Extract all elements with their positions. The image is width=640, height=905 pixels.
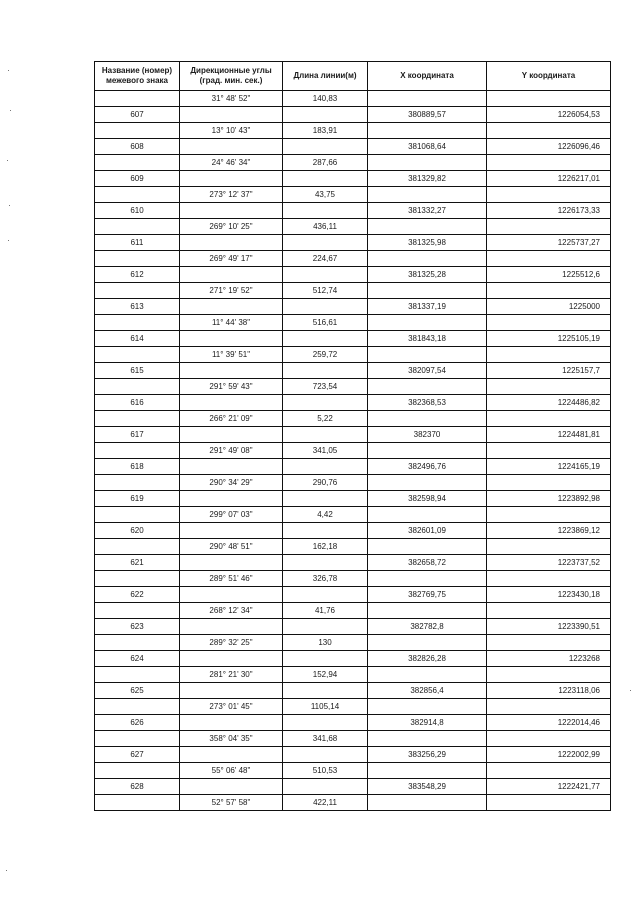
cell-x-coordinate: 382496,76 (368, 459, 487, 475)
cell-x-coordinate (368, 411, 487, 427)
cell-direction-angle: 299° 07' 03" (180, 507, 283, 523)
cell-marker-name (95, 347, 180, 363)
cell-line-length: 183,91 (283, 123, 368, 139)
header-line-length: Длина линии(м) (283, 62, 368, 91)
table-row (95, 187, 611, 203)
scan-speck (630, 690, 631, 691)
cell-x-coordinate: 381329,82 (368, 171, 487, 187)
cell-x-coordinate (368, 91, 487, 107)
cell-direction-angle: 281° 21' 30" (180, 667, 283, 683)
cell-line-length: 341,68 (283, 731, 368, 747)
table-row (95, 315, 611, 331)
cell-x-coordinate (368, 699, 487, 715)
cell-direction-angle (180, 363, 283, 379)
table-row (95, 171, 611, 187)
cell-marker-name (95, 443, 180, 459)
cell-y-coordinate (487, 475, 611, 491)
cell-marker-name (95, 795, 180, 811)
cell-y-coordinate: 1222014,46 (487, 715, 611, 731)
cell-marker-name: 628 (95, 779, 180, 795)
cell-y-coordinate: 1225105,19 (487, 331, 611, 347)
cell-direction-angle: 291° 59' 43" (180, 379, 283, 395)
cell-direction-angle (180, 555, 283, 571)
cell-direction-angle (180, 747, 283, 763)
cell-line-length: 224,67 (283, 251, 368, 267)
scan-speck (10, 110, 11, 111)
cell-y-coordinate (487, 731, 611, 747)
cell-direction-angle: 11° 44' 38" (180, 315, 283, 331)
cell-y-coordinate: 1226096,46 (487, 139, 611, 155)
table-row (95, 459, 611, 475)
table-row (95, 155, 611, 171)
cell-x-coordinate: 382601,09 (368, 523, 487, 539)
cell-marker-name: 618 (95, 459, 180, 475)
cell-line-length (283, 587, 368, 603)
cell-x-coordinate (368, 667, 487, 683)
table-row (95, 299, 611, 315)
cell-line-length: 4,42 (283, 507, 368, 523)
cell-y-coordinate (487, 699, 611, 715)
cell-direction-angle (180, 587, 283, 603)
cell-direction-angle: 290° 34' 29" (180, 475, 283, 491)
cell-direction-angle: 31° 48' 52" (180, 91, 283, 107)
cell-direction-angle: 268° 12' 34" (180, 603, 283, 619)
cell-marker-name: 622 (95, 587, 180, 603)
cell-line-length: 510,53 (283, 763, 368, 779)
cell-line-length: 512,74 (283, 283, 368, 299)
cell-line-length: 41,76 (283, 603, 368, 619)
cell-marker-name: 623 (95, 619, 180, 635)
table-row (95, 395, 611, 411)
cell-line-length (283, 683, 368, 699)
cell-line-length: 326,78 (283, 571, 368, 587)
cell-direction-angle: 55° 06' 48" (180, 763, 283, 779)
cell-x-coordinate (368, 635, 487, 651)
table-row (95, 139, 611, 155)
table-row (95, 683, 611, 699)
cell-line-length: 516,61 (283, 315, 368, 331)
cell-line-length (283, 331, 368, 347)
cell-line-length (283, 267, 368, 283)
table-row (95, 555, 611, 571)
cell-y-coordinate (487, 507, 611, 523)
cell-marker-name: 621 (95, 555, 180, 571)
cell-x-coordinate: 381337,19 (368, 299, 487, 315)
cell-line-length (283, 523, 368, 539)
table-row (95, 123, 611, 139)
table-row (95, 107, 611, 123)
cell-line-length: 422,11 (283, 795, 368, 811)
cell-direction-angle: 266° 21' 09" (180, 411, 283, 427)
table-row (95, 715, 611, 731)
cell-x-coordinate: 382782,8 (368, 619, 487, 635)
cell-y-coordinate: 1225157,7 (487, 363, 611, 379)
cell-x-coordinate: 381332,27 (368, 203, 487, 219)
cell-marker-name (95, 187, 180, 203)
cell-marker-name (95, 731, 180, 747)
cell-line-length (283, 235, 368, 251)
cell-line-length (283, 555, 368, 571)
table-row (95, 667, 611, 683)
table-row (95, 747, 611, 763)
cell-direction-angle (180, 107, 283, 123)
cell-x-coordinate (368, 123, 487, 139)
cell-direction-angle: 269° 10' 25" (180, 219, 283, 235)
table-row (95, 235, 611, 251)
cell-direction-angle: 358° 04' 35" (180, 731, 283, 747)
cell-y-coordinate: 1223268 (487, 651, 611, 667)
cell-x-coordinate (368, 475, 487, 491)
cell-y-coordinate (487, 603, 611, 619)
cell-y-coordinate (487, 187, 611, 203)
table-row (95, 763, 611, 779)
cell-direction-angle: 289° 51' 46" (180, 571, 283, 587)
cell-line-length: 152,94 (283, 667, 368, 683)
cell-x-coordinate: 382368,53 (368, 395, 487, 411)
cell-x-coordinate: 382856,4 (368, 683, 487, 699)
cell-y-coordinate (487, 795, 611, 811)
cell-marker-name (95, 411, 180, 427)
cell-line-length: 259,72 (283, 347, 368, 363)
cell-line-length: 436,11 (283, 219, 368, 235)
scan-speck (8, 70, 9, 71)
cell-direction-angle (180, 395, 283, 411)
cell-direction-angle: 273° 01' 45" (180, 699, 283, 715)
cell-line-length (283, 395, 368, 411)
cell-marker-name: 607 (95, 107, 180, 123)
cell-line-length: 130 (283, 635, 368, 651)
cell-marker-name: 620 (95, 523, 180, 539)
cell-line-length: 287,66 (283, 155, 368, 171)
cell-direction-angle: 13° 10' 43" (180, 123, 283, 139)
table-row (95, 331, 611, 347)
cell-line-length (283, 715, 368, 731)
cell-direction-angle (180, 427, 283, 443)
cell-marker-name (95, 251, 180, 267)
table-row (95, 475, 611, 491)
header-marker-name: Название (номер) межевого знака (95, 62, 180, 91)
cell-x-coordinate (368, 155, 487, 171)
cell-x-coordinate: 382370 (368, 427, 487, 443)
cell-direction-angle (180, 235, 283, 251)
cell-x-coordinate (368, 731, 487, 747)
table-row (95, 363, 611, 379)
table-row (95, 619, 611, 635)
cell-x-coordinate (368, 507, 487, 523)
cell-y-coordinate: 1222421,77 (487, 779, 611, 795)
cell-direction-angle: 52° 57' 58" (180, 795, 283, 811)
cell-y-coordinate: 1224165,19 (487, 459, 611, 475)
cell-marker-name (95, 475, 180, 491)
cell-line-length (283, 619, 368, 635)
cell-direction-angle (180, 715, 283, 731)
table-row (95, 571, 611, 587)
cell-x-coordinate: 382097,54 (368, 363, 487, 379)
cell-line-length (283, 139, 368, 155)
cell-line-length (283, 459, 368, 475)
cell-line-length: 162,18 (283, 539, 368, 555)
table-row (95, 523, 611, 539)
cell-y-coordinate (487, 155, 611, 171)
cell-line-length (283, 427, 368, 443)
cell-y-coordinate: 1226054,53 (487, 107, 611, 123)
cell-direction-angle (180, 491, 283, 507)
cell-x-coordinate: 381068,64 (368, 139, 487, 155)
cell-marker-name (95, 699, 180, 715)
cell-marker-name (95, 91, 180, 107)
cell-y-coordinate (487, 411, 611, 427)
table-row (95, 347, 611, 363)
cell-y-coordinate: 1223869,12 (487, 523, 611, 539)
cell-line-length (283, 779, 368, 795)
table-row (95, 635, 611, 651)
cell-direction-angle: 24° 46' 34" (180, 155, 283, 171)
table-row (95, 795, 611, 811)
cell-marker-name: 616 (95, 395, 180, 411)
cell-line-length: 5,22 (283, 411, 368, 427)
cell-x-coordinate (368, 443, 487, 459)
cell-direction-angle (180, 779, 283, 795)
cell-y-coordinate (487, 443, 611, 459)
cell-y-coordinate: 1223737,52 (487, 555, 611, 571)
cell-line-length (283, 491, 368, 507)
table-row (95, 283, 611, 299)
cell-marker-name (95, 155, 180, 171)
cell-y-coordinate: 1225737,27 (487, 235, 611, 251)
cell-direction-angle: 271° 19' 52" (180, 283, 283, 299)
scan-speck (6, 870, 7, 871)
cell-marker-name: 627 (95, 747, 180, 763)
table-header-row (95, 62, 611, 91)
cell-marker-name: 610 (95, 203, 180, 219)
cell-x-coordinate: 382769,75 (368, 587, 487, 603)
cell-x-coordinate (368, 379, 487, 395)
cell-y-coordinate: 1224486,82 (487, 395, 611, 411)
cell-x-coordinate (368, 347, 487, 363)
table-row (95, 219, 611, 235)
cell-x-coordinate: 381325,98 (368, 235, 487, 251)
cell-marker-name: 624 (95, 651, 180, 667)
cell-y-coordinate (487, 763, 611, 779)
cell-x-coordinate: 382598,94 (368, 491, 487, 507)
cell-direction-angle (180, 619, 283, 635)
cell-marker-name (95, 315, 180, 331)
cell-x-coordinate (368, 251, 487, 267)
cell-x-coordinate (368, 283, 487, 299)
cell-marker-name (95, 603, 180, 619)
table-row (95, 491, 611, 507)
cell-y-coordinate (487, 635, 611, 651)
cell-marker-name: 617 (95, 427, 180, 443)
cell-line-length (283, 299, 368, 315)
cell-marker-name: 615 (95, 363, 180, 379)
cell-direction-angle (180, 683, 283, 699)
cell-direction-angle: 289° 32' 25" (180, 635, 283, 651)
cell-marker-name: 609 (95, 171, 180, 187)
table-row (95, 379, 611, 395)
cell-x-coordinate (368, 571, 487, 587)
cell-marker-name: 612 (95, 267, 180, 283)
scan-speck (8, 240, 9, 241)
cell-marker-name: 626 (95, 715, 180, 731)
cell-x-coordinate (368, 603, 487, 619)
cell-line-length: 723,54 (283, 379, 368, 395)
cell-x-coordinate: 383548,29 (368, 779, 487, 795)
cell-marker-name: 611 (95, 235, 180, 251)
boundary-coordinates-table (94, 61, 611, 811)
cell-marker-name: 625 (95, 683, 180, 699)
table-row (95, 411, 611, 427)
table-row (95, 251, 611, 267)
scan-speck (9, 205, 10, 206)
cell-line-length: 290,76 (283, 475, 368, 491)
table-row (95, 539, 611, 555)
cell-marker-name: 619 (95, 491, 180, 507)
cell-direction-angle (180, 651, 283, 667)
cell-direction-angle (180, 171, 283, 187)
cell-y-coordinate (487, 347, 611, 363)
cell-x-coordinate: 382914,8 (368, 715, 487, 731)
cell-line-length (283, 171, 368, 187)
cell-line-length (283, 651, 368, 667)
cell-x-coordinate: 382658,72 (368, 555, 487, 571)
cell-direction-angle (180, 331, 283, 347)
header-x-coordinate: X координата (368, 62, 487, 91)
cell-marker-name (95, 379, 180, 395)
cell-x-coordinate: 383256,29 (368, 747, 487, 763)
cell-marker-name (95, 219, 180, 235)
cell-y-coordinate: 1223430,18 (487, 587, 611, 603)
cell-direction-angle: 273° 12' 37" (180, 187, 283, 203)
cell-direction-angle: 11° 39' 51" (180, 347, 283, 363)
table-row (95, 779, 611, 795)
cell-x-coordinate: 381843,18 (368, 331, 487, 347)
cell-y-coordinate: 1225512,6 (487, 267, 611, 283)
cell-marker-name (95, 539, 180, 555)
scan-speck (7, 160, 8, 161)
table-row (95, 507, 611, 523)
table-row (95, 699, 611, 715)
cell-y-coordinate (487, 539, 611, 555)
cell-direction-angle (180, 203, 283, 219)
cell-y-coordinate: 1225000 (487, 299, 611, 315)
cell-y-coordinate (487, 379, 611, 395)
table-row (95, 651, 611, 667)
cell-x-coordinate: 382826,28 (368, 651, 487, 667)
table-row (95, 443, 611, 459)
cell-direction-angle (180, 523, 283, 539)
cell-x-coordinate: 381325,28 (368, 267, 487, 283)
cell-line-length: 140,83 (283, 91, 368, 107)
cell-y-coordinate (487, 315, 611, 331)
cell-x-coordinate (368, 539, 487, 555)
cell-direction-angle: 269° 49' 17" (180, 251, 283, 267)
cell-direction-angle: 290° 48' 51" (180, 539, 283, 555)
header-y-coordinate: Y координата (487, 62, 611, 91)
cell-line-length: 43,75 (283, 187, 368, 203)
cell-marker-name (95, 283, 180, 299)
table-row (95, 587, 611, 603)
cell-y-coordinate: 1222002,99 (487, 747, 611, 763)
table-body (95, 91, 611, 811)
table-row (95, 731, 611, 747)
cell-marker-name: 614 (95, 331, 180, 347)
cell-y-coordinate: 1223390,51 (487, 619, 611, 635)
cell-direction-angle (180, 299, 283, 315)
table-row (95, 203, 611, 219)
cell-y-coordinate (487, 123, 611, 139)
cell-y-coordinate (487, 91, 611, 107)
cell-x-coordinate (368, 219, 487, 235)
table-row (95, 603, 611, 619)
cell-marker-name (95, 571, 180, 587)
cell-marker-name (95, 123, 180, 139)
cell-x-coordinate (368, 315, 487, 331)
cell-marker-name: 613 (95, 299, 180, 315)
cell-direction-angle (180, 459, 283, 475)
cell-line-length: 341,05 (283, 443, 368, 459)
cell-x-coordinate (368, 187, 487, 203)
cell-marker-name (95, 635, 180, 651)
cell-y-coordinate: 1226217,01 (487, 171, 611, 187)
cell-marker-name (95, 763, 180, 779)
cell-direction-angle: 291° 49' 08" (180, 443, 283, 459)
header-direction-angle: Дирекционные углы (град. мин. сек.) (180, 62, 283, 91)
table-row (95, 427, 611, 443)
cell-x-coordinate (368, 763, 487, 779)
table-row (95, 267, 611, 283)
cell-x-coordinate (368, 795, 487, 811)
cell-y-coordinate (487, 571, 611, 587)
cell-line-length: 1105,14 (283, 699, 368, 715)
cell-line-length (283, 203, 368, 219)
cell-line-length (283, 747, 368, 763)
cell-marker-name (95, 507, 180, 523)
cell-y-coordinate (487, 283, 611, 299)
cell-direction-angle (180, 139, 283, 155)
cell-y-coordinate (487, 251, 611, 267)
cell-line-length (283, 107, 368, 123)
cell-marker-name: 608 (95, 139, 180, 155)
cell-y-coordinate: 1226173,33 (487, 203, 611, 219)
cell-marker-name (95, 667, 180, 683)
cell-y-coordinate: 1223118,06 (487, 683, 611, 699)
cell-line-length (283, 363, 368, 379)
table-row (95, 91, 611, 107)
cell-y-coordinate: 1224481,81 (487, 427, 611, 443)
cell-y-coordinate: 1223892,98 (487, 491, 611, 507)
cell-y-coordinate (487, 219, 611, 235)
cell-direction-angle (180, 267, 283, 283)
cell-x-coordinate: 380889,57 (368, 107, 487, 123)
cell-y-coordinate (487, 667, 611, 683)
